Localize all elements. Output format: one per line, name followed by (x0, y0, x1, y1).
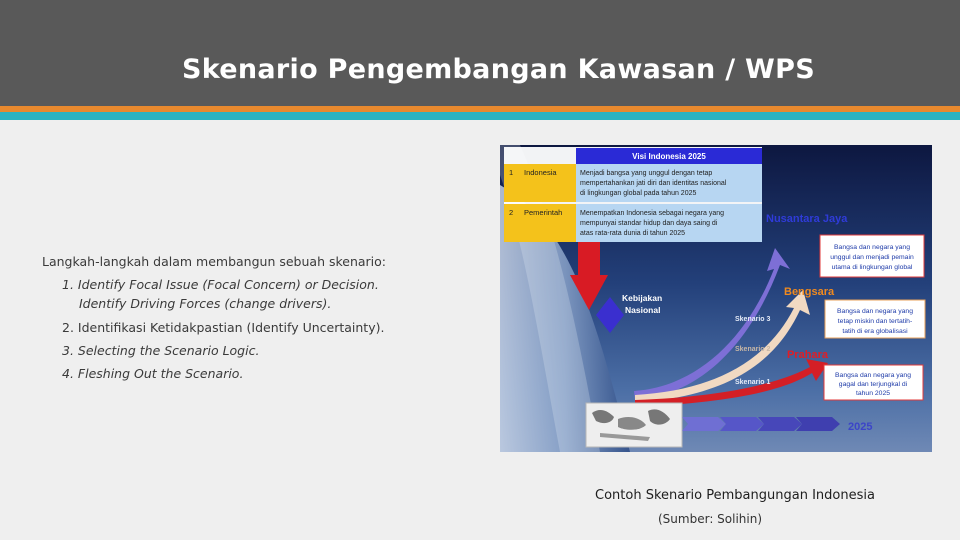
prahara-label: Prahara (787, 349, 828, 361)
table-header: Visi Indonesia 2025 (632, 152, 706, 161)
box3-line1: Bangsa dan negara yang (835, 372, 911, 379)
accent-stripe-teal (0, 112, 960, 120)
row1-line1: Menjadi bangsa yang unggul dengan tetap (580, 170, 713, 177)
row2-line2: mempunyai standar hidup dan daya saing di (580, 220, 718, 227)
row1-line3: di lingkungan global pada tahun 2025 (580, 190, 697, 197)
kebijakan-label-1: Kebijakan (622, 293, 663, 303)
scenario3-label: Skenario 3 (735, 316, 771, 323)
step-2: 2. Identifikasi Ketidakpastian (Identify Uncertainty). (62, 320, 385, 335)
title-bar (0, 0, 960, 106)
row2-num: 2 (509, 208, 514, 217)
row1-num: 1 (509, 168, 514, 177)
scenario-figure (500, 145, 932, 452)
year-label: 2025 (848, 421, 873, 433)
row2-line3: atas rata-rata dunia di tahun 2025 (580, 230, 686, 237)
box2-line2: tetap miskin dan tertatih- (837, 318, 913, 325)
row1-line2: mempertahankan jati diri dan identitas nasional (580, 180, 727, 187)
step-1-continued: Identify Driving Forces (change drivers). (79, 296, 332, 311)
sengsara-label: Bengsara (784, 286, 835, 298)
row2-label: Pemerintah (524, 208, 563, 217)
row1-label: Indonesia (524, 168, 557, 177)
scenario1-label: Skenario 1 (735, 379, 771, 386)
slide-title: Skenario Pengembangan Kawasan / WPS (182, 54, 815, 85)
nusantara-label: Nusantara Jaya (766, 213, 848, 225)
box1-line1: Bangsa dan negara yang (834, 244, 910, 251)
figure-source: (Sumber: Solihin) (658, 512, 763, 526)
step-3: 3. Selecting the Scenario Logic. (62, 343, 260, 358)
box2-line1: Bangsa dan negara yang (837, 308, 913, 315)
box3-line3: tahun 2025 (855, 390, 891, 397)
step-1: 1. Identify Focal Issue (Focal Concern) or Decision. (62, 277, 379, 292)
box2-line3: tatih di era globalisasi (842, 328, 908, 335)
row2-line1: Menempatkan Indonesia sebagai negara yang (580, 210, 724, 217)
box1-line2: unggul dan menjadi pemain (830, 254, 914, 261)
scenario-diagram (500, 145, 932, 452)
box3-line2: gagal dan terjungkal di (838, 381, 908, 388)
step-4: 4. Fleshing Out the Scenario. (62, 366, 244, 381)
intro-text: Langkah-langkah dalam membangun sebuah skenario: (42, 254, 387, 269)
scenario2-label: Skenario 2 (735, 346, 771, 353)
box1-line3: utama di lingkungan global (831, 264, 913, 271)
figure-caption: Contoh Skenario Pembangungan Indonesia (595, 488, 875, 503)
kebijakan-label-2: Nasional (625, 305, 661, 315)
